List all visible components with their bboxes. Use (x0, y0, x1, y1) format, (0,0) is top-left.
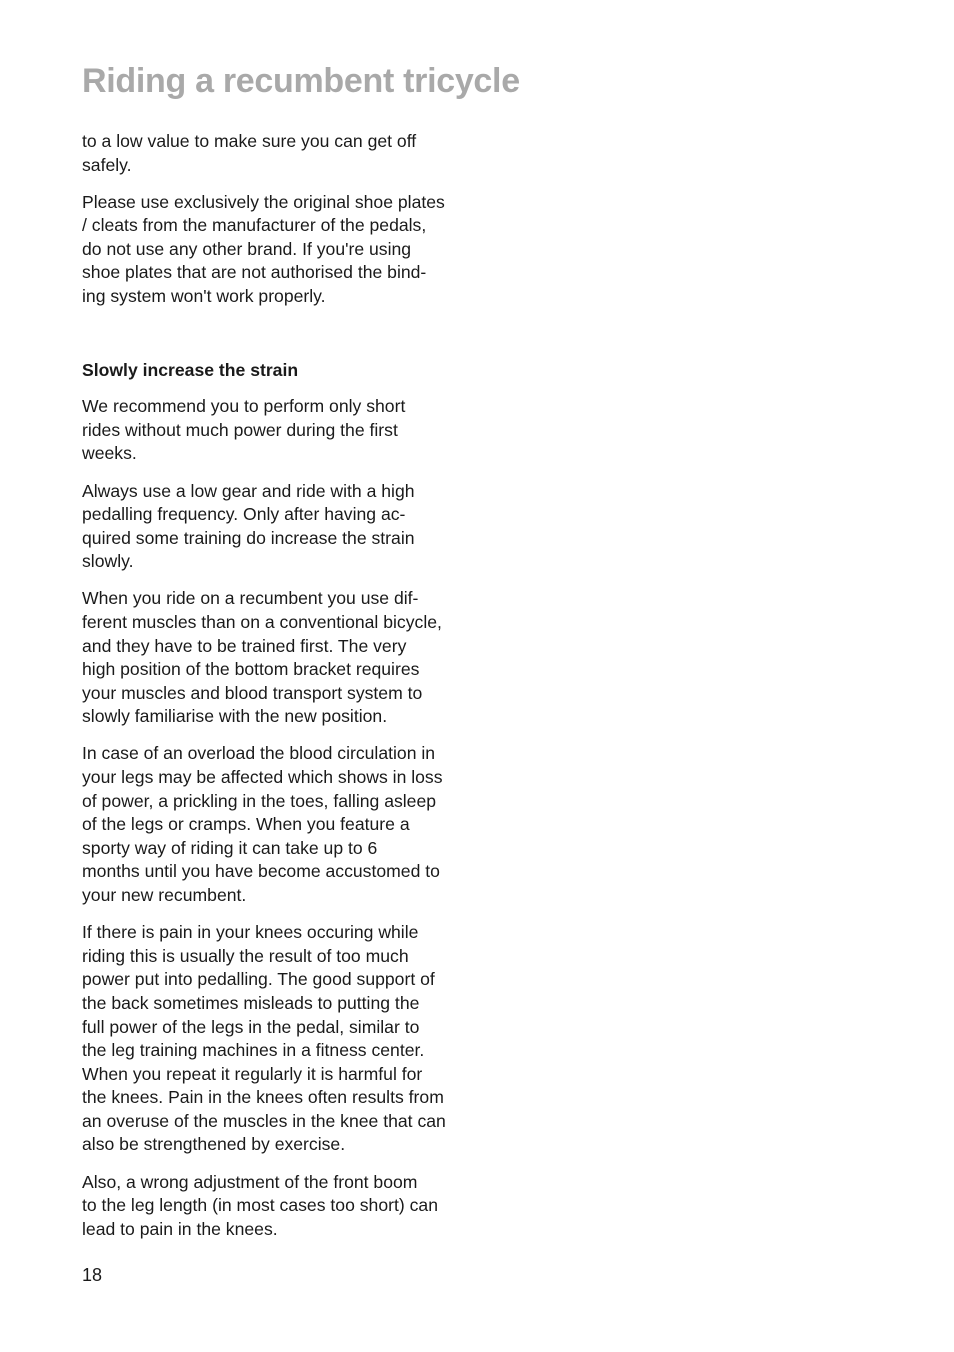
text-line: If there is pain in your knees occuring while (82, 922, 419, 943)
text-line: your legs may be affected which shows in loss (82, 767, 443, 788)
text-line: shoe plates that are not authorised the bind- (82, 262, 427, 283)
text-line: sporty way of riding it can take up to 6 (82, 837, 378, 858)
text-line: do not use any other brand. If you're using (82, 238, 412, 259)
text-line: quired some training do increase the strain (82, 527, 415, 548)
text-line: your new recumbent. (82, 885, 247, 906)
text-line: the knees. Pain in the knees often results from (82, 1087, 444, 1108)
text-line: When you ride on a recumbent you use dif- (82, 588, 419, 609)
text-line: your muscles and blood transport system to (82, 682, 423, 703)
text-line: slowly familiarise with the new position. (82, 706, 388, 727)
text-line: and they have to be trained first. The very (82, 635, 407, 656)
text-line: to the leg length (in most cases too short) can (82, 1195, 438, 1216)
text-line: / cleats from the manufacturer of the pedals, (82, 215, 427, 236)
text-line: We recommend you to perform only short (82, 396, 406, 417)
text-line: Please use exclusively the original shoe plates (82, 191, 445, 212)
text-line: When you repeat it regularly it is harmful for (82, 1063, 423, 1084)
text-line: safely. (82, 154, 132, 175)
section-paragraph-4 (82, 742, 474, 907)
text-line: rides without much power during the first (82, 419, 398, 440)
text-line: also be strengthened by exercise. (82, 1134, 346, 1155)
text-line: to a low value to make sure you can get off (82, 131, 417, 151)
text-line: the leg training machines in a fitness center. (82, 1040, 425, 1061)
text-column (82, 130, 474, 1255)
text-line: weeks. (82, 443, 137, 464)
text-line: of power, a prickling in the toes, falling asleep (82, 790, 437, 811)
text-line: Always use a low gear and ride with a high (82, 480, 415, 501)
section-paragraph-3 (82, 587, 474, 729)
page-number: 18 (82, 1265, 103, 1285)
text-line: slowly. (82, 551, 134, 572)
section-heading: Slowly increase the strain (82, 359, 299, 380)
section-paragraph-1 (82, 395, 474, 466)
text-line: full power of the legs in the pedal, similar to (82, 1016, 420, 1037)
section-paragraph-5 (82, 921, 474, 1157)
section-paragraph-2 (82, 480, 474, 574)
text-line: Also, a wrong adjustment of the front boom (82, 1171, 418, 1192)
text-line: riding this is usually the result of too much (82, 945, 409, 966)
text-line: ing system won't work properly. (82, 286, 326, 307)
text-line: pedalling frequency. Only after having ac- (82, 504, 406, 525)
intro-paragraph-2 (82, 191, 474, 309)
text-line: ferent muscles than on a conventional bicycle, (82, 612, 442, 632)
text-line: an overuse of the muscles in the knee that can (82, 1110, 446, 1131)
section-paragraph-6 (82, 1171, 474, 1242)
text-line: power put into pedalling. The good support of (82, 969, 435, 990)
text-line: In case of an overload the blood circulation in (82, 743, 436, 764)
page-title: Riding a recumbent tricycle (82, 62, 520, 100)
text-line: the back sometimes misleads to putting the (82, 992, 420, 1013)
intro-paragraph-1 (82, 130, 474, 177)
text-line: months until you have become accustomed to (82, 861, 440, 882)
text-line: high position of the bottom bracket requires (82, 659, 420, 680)
text-line: of the legs or cramps. When you feature a (82, 814, 410, 835)
text-line: lead to pain in the knees. (82, 1218, 278, 1239)
